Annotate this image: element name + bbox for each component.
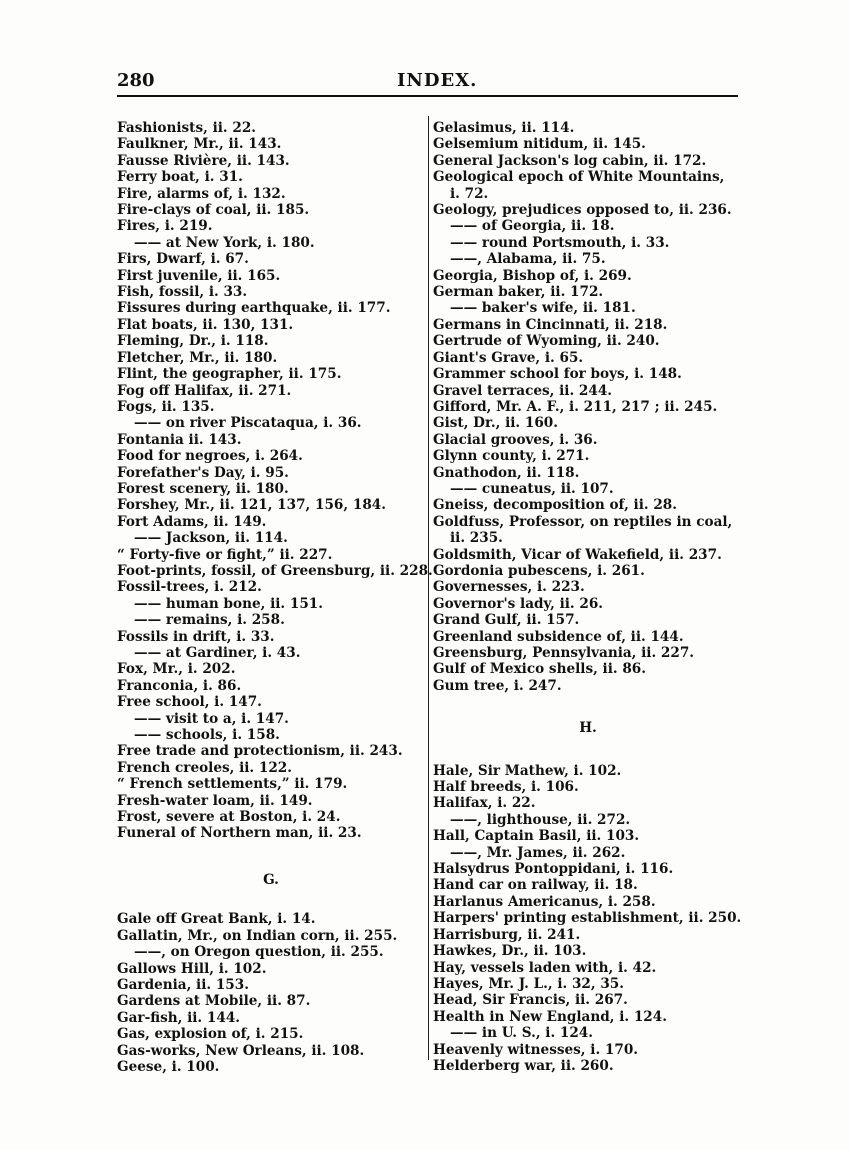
index-entry: Flat boats, ii. 130, 131. — [117, 316, 294, 333]
index-entry: Fausse Rivière, ii. 143. — [117, 152, 290, 169]
index-entry: Firs, Dwarf, i. 67. — [117, 251, 249, 268]
index-entry: Fort Adams, ii. 149. — [117, 513, 267, 530]
index-entry: —— at Gardiner, i. 43. — [134, 645, 301, 661]
index-entry: Greenland subsidence of, ii. 144. — [433, 628, 684, 645]
index-entry: ii. 235. — [450, 530, 503, 547]
index-entry: —— Jackson, ii. 114. — [134, 530, 288, 547]
index-entry: —— at New York, i. 180. — [134, 234, 315, 251]
index-entry: Gardens at Mobile, ii. 87. — [117, 993, 311, 1010]
index-list-g-right — [433, 120, 743, 694]
index-entry: Gertrude of Wyoming, ii. 240. — [433, 333, 660, 350]
index-entry: Fresh-water loam, ii. 149. — [117, 792, 313, 809]
index-entry: Goldsmith, Vicar of Wakefield, ii. 237. — [433, 546, 722, 563]
index-entry: Gifford, Mr. A. F., i. 211, 217 ; ii. 245. — [433, 398, 718, 415]
index-entry: Goldfuss, Professor, on reptiles in coal, — [433, 513, 733, 530]
index-entry: Governor's lady, ii. 26. — [433, 595, 604, 612]
index-entry: Gale off Great Bank, i. 14. — [117, 911, 316, 928]
index-entry: Harlanus Americanus, i. 258. — [433, 893, 656, 910]
index-entry: Glynn county, i. 271. — [433, 448, 590, 465]
index-list-h — [433, 763, 743, 1075]
index-entry: —— baker's wife, ii. 181. — [450, 300, 636, 317]
index-entry: German baker, ii. 172. — [433, 284, 604, 301]
index-entry: “ Forty-five or fight,” ii. 227. — [117, 546, 333, 563]
header-rule — [117, 95, 738, 97]
index-entry: Foot-prints, fossil, of Greensburg, ii. 228. — [117, 562, 433, 579]
index-entry: Health in New England, i. 124. — [433, 1008, 667, 1025]
index-entry: Grand Gulf, ii. 157. — [433, 612, 580, 629]
index-entry: Fog off Halifax, ii. 271. — [117, 382, 292, 399]
index-entry: Germans in Cincinnati, ii. 218. — [433, 316, 668, 333]
index-entry: Georgia, Bishop of, i. 269. — [433, 267, 632, 284]
right-column — [433, 120, 743, 1074]
section-heading-g: G. — [263, 871, 279, 888]
index-entry: Food for negroes, i. 264. — [117, 448, 303, 465]
index-entry: Greensburg, Pennsylvania, ii. 227. — [433, 645, 695, 661]
index-entry: Fox, Mr., i. 202. — [117, 661, 236, 678]
index-entry: Giant's Grave, i. 65. — [433, 349, 584, 366]
index-entry: Gnathodon, ii. 118. — [433, 464, 580, 481]
index-entry: Half breeds, i. 106. — [433, 779, 579, 796]
running-title: INDEX. — [397, 70, 478, 91]
index-entry: Flint, the geographer, ii. 175. — [117, 366, 342, 383]
index-entry: Geological epoch of White Mountains, — [433, 169, 725, 186]
index-list-g-left — [117, 911, 425, 1075]
index-entry: Fontania ii. 143. — [117, 431, 242, 448]
index-entry: French creoles, ii. 122. — [117, 759, 292, 776]
index-entry: —— of Georgia, ii. 18. — [450, 218, 615, 235]
index-entry: Harrisburg, ii. 241. — [433, 926, 581, 943]
index-entry: ——, Mr. James, ii. 262. — [450, 844, 626, 861]
index-entry: Fire, alarms of, i. 132. — [117, 185, 286, 202]
index-entry: Gardenia, ii. 153. — [117, 976, 249, 993]
index-entry: First juvenile, ii. 165. — [117, 267, 281, 284]
index-entry: Gordonia pubescens, i. 261. — [433, 562, 645, 579]
index-entry: Gravel terraces, ii. 244. — [433, 382, 613, 399]
index-entry: ——, Alabama, ii. 75. — [450, 251, 606, 268]
index-entry: Forest scenery, ii. 180. — [117, 480, 289, 497]
index-entry: Gallatin, Mr., on Indian corn, ii. 255. — [117, 927, 398, 944]
index-entry: —— round Portsmouth, i. 33. — [450, 234, 670, 251]
index-entry: Gar-fish, ii. 144. — [117, 1009, 241, 1026]
index-entry: —— visit to a, i. 147. — [134, 710, 289, 727]
index-entry: —— schools, i. 158. — [134, 727, 280, 744]
index-entry: Fossil-trees, i. 212. — [117, 579, 262, 596]
index-entry: General Jackson's log cabin, ii. 172. — [433, 152, 707, 169]
index-entry: Gelsemium nitidum, ii. 145. — [433, 136, 646, 153]
left-column — [117, 120, 433, 1075]
index-entry: —— cuneatus, ii. 107. — [450, 480, 614, 497]
index-entry: Gallows Hill, i. 102. — [117, 960, 267, 977]
index-entry: Geology, prejudices opposed to, ii. 236. — [433, 202, 732, 219]
index-entry: Gist, Dr., ii. 160. — [433, 415, 558, 432]
index-entry: Free trade and protectionism, ii. 243. — [117, 743, 403, 760]
index-entry: Glacial grooves, i. 36. — [433, 431, 598, 448]
index-entry: i. 72. — [450, 185, 489, 202]
index-entry: ——, on Oregon question, ii. 255. — [134, 944, 384, 961]
index-entry: Fashionists, ii. 22. — [117, 120, 257, 136]
index-entry: Fire-clays of coal, ii. 185. — [117, 202, 310, 219]
index-entry: —— human bone, ii. 151. — [134, 595, 323, 612]
index-entry: Fish, fossil, i. 33. — [117, 284, 248, 301]
index-entry: Geese, i. 100. — [117, 1058, 220, 1075]
index-entry: Forefather's Day, i. 95. — [117, 464, 289, 481]
section-heading-h: H. — [579, 720, 597, 737]
index-entry: Faulkner, Mr., ii. 143. — [117, 136, 282, 153]
index-entry: Head, Sir Francis, ii. 267. — [433, 992, 628, 1009]
index-entry: “ French settlements,” ii. 179. — [117, 776, 348, 793]
index-entry: Free school, i. 147. — [117, 694, 262, 711]
index-entry: Funeral of Northern man, ii. 23. — [117, 825, 362, 842]
index-entry: Gas, explosion of, i. 215. — [117, 1026, 304, 1043]
index-entry: —— in U. S., i. 124. — [450, 1025, 594, 1042]
index-entry: Hand car on railway, ii. 18. — [433, 877, 638, 894]
index-entry: Forshey, Mr., ii. 121, 137, 156, 184. — [117, 497, 386, 514]
index-entry: Franconia, i. 86. — [117, 677, 242, 694]
index-entry: Grammer school for boys, i. 148. — [433, 366, 682, 383]
index-entry: Frost, severe at Boston, i. 24. — [117, 809, 341, 826]
index-entry: Gas-works, New Orleans, ii. 108. — [117, 1042, 365, 1059]
index-entry: Fogs, ii. 135. — [117, 398, 215, 415]
index-entry: Fossils in drift, i. 33. — [117, 628, 275, 645]
index-entry: Harpers' printing establishment, ii. 250. — [433, 910, 742, 927]
index-entry: Helderberg war, ii. 260. — [433, 1057, 614, 1074]
index-entry: ——, lighthouse, ii. 272. — [450, 811, 631, 828]
index-list-f — [117, 120, 433, 842]
index-entry: Hay, vessels laden with, i. 42. — [433, 959, 657, 976]
index-entry: Fletcher, Mr., ii. 180. — [117, 349, 278, 366]
index-entry: Fissures during earthquake, ii. 177. — [117, 300, 391, 317]
index-entry: Gelasimus, ii. 114. — [433, 120, 575, 136]
index-entry: Hall, Captain Basil, ii. 103. — [433, 828, 640, 845]
index-entry: Fires, i. 219. — [117, 218, 213, 235]
index-entry: Hayes, Mr. J. L., i. 32, 35. — [433, 975, 625, 992]
index-entry: Gulf of Mexico shells, ii. 86. — [433, 661, 646, 678]
index-entry: Heavenly witnesses, i. 170. — [433, 1041, 639, 1058]
index-entry: —— on river Piscataqua, i. 36. — [134, 415, 362, 432]
page-header — [117, 70, 737, 94]
index-entry: Ferry boat, i. 31. — [117, 169, 243, 186]
page-number: 280 — [117, 70, 155, 91]
index-entry: Halsydrus Pontoppidani, i. 116. — [433, 861, 674, 878]
column-divider — [428, 116, 429, 1060]
index-entry: Hawkes, Dr., ii. 103. — [433, 943, 587, 960]
index-entry: Hale, Sir Mathew, i. 102. — [433, 762, 622, 779]
index-entry: Fleming, Dr., i. 118. — [117, 333, 269, 350]
index-entry: Halifax, i. 22. — [433, 795, 536, 812]
index-entry: Gum tree, i. 247. — [433, 677, 562, 694]
index-entry: Gneiss, decomposition of, ii. 28. — [433, 497, 677, 514]
index-entry: —— remains, i. 258. — [134, 612, 285, 629]
index-entry: Governesses, i. 223. — [433, 579, 585, 596]
